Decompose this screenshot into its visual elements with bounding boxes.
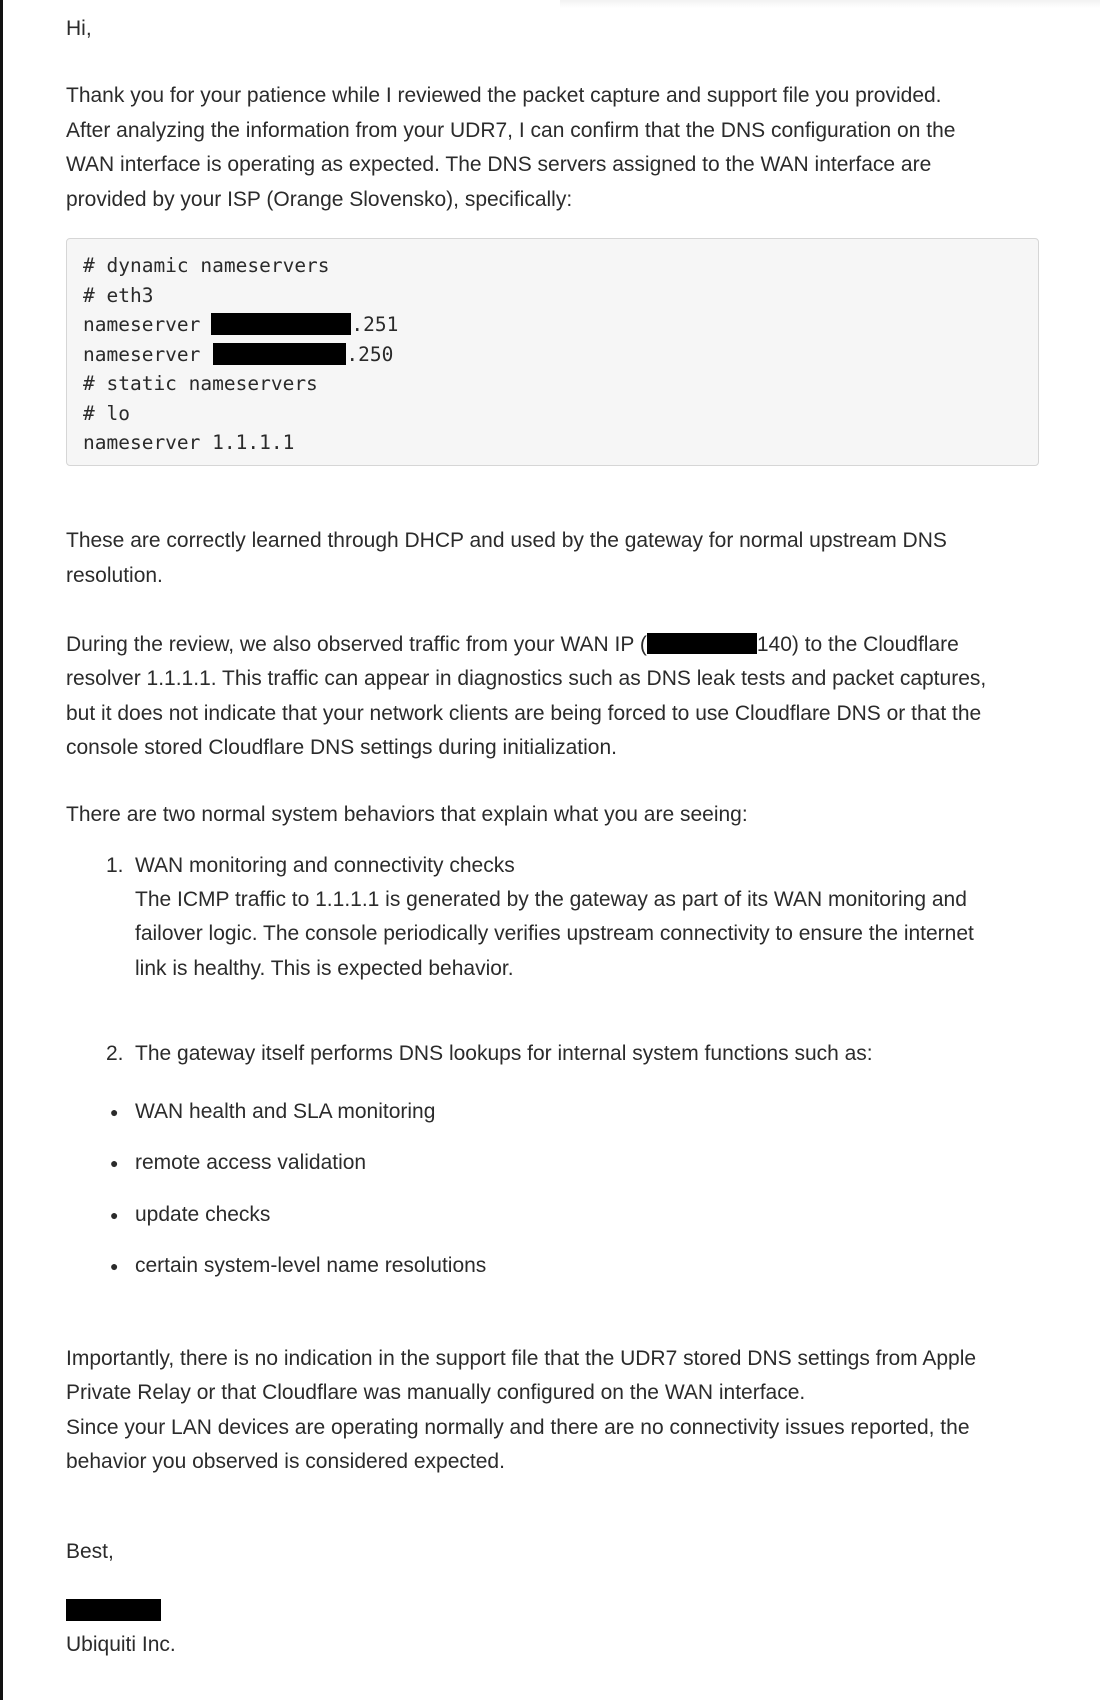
header-shadow [560,0,1100,8]
list-item-line: link is healthy. This is expected behavior. [135,957,514,980]
code-text: nameserver [83,313,201,336]
closing-line: Private Relay or that Cloudflare was manually configured on the WAN interface. [66,1381,806,1404]
closing-line: Since your LAN devices are operating normally and there are no connectivity issues reported, the [66,1416,970,1439]
intro-line: provided by your ISP (Orange Slovensko), specifically: [66,188,573,211]
review-line: but it does not indicate that your network clients are being forced to use Cloudflare DNS or that the [66,702,982,725]
bullet-text: remote access validation [135,1151,367,1174]
redaction-bar [211,313,351,335]
code-line: nameserver 1.1.1.1 [83,431,295,454]
redaction-bar [647,633,757,654]
review-text: 140) to the Cloudflare [756,633,959,656]
bullet-dot: ● [110,1258,119,1274]
signoff: Best, [66,1540,114,1563]
company-name: Ubiquiti Inc. [66,1633,176,1656]
dhcp-line: These are correctly learned through DHCP and used by the gateway for normal upstream DNS [66,529,947,552]
code-line: # lo [83,401,130,425]
code-line: # eth3 [83,283,154,307]
list-item-title: The gateway itself performs DNS lookups for internal system functions such as: [135,1042,873,1065]
dhcp-line: resolution. [66,564,163,587]
code-text: .251 [351,313,399,336]
list-number: 2. [106,1042,124,1065]
bullet-text: certain system-level name resolutions [135,1254,487,1277]
bullet-dot: ● [110,1104,119,1120]
greeting: Hi, [66,17,92,40]
signature-redaction [66,1599,161,1621]
intro-line: Thank you for your patience while I reviewed the packet capture and support file you provided. [66,84,942,107]
code-text: .250 [346,342,394,366]
window-edge [0,0,3,1700]
list-item-line: The ICMP traffic to 1.1.1.1 is generated by the gateway as part of its WAN monitoring and [135,888,967,911]
redaction-bar [213,343,346,365]
intro-line: After analyzing the information from your UDR7, I can confirm that the DNS configuration on the [66,119,956,142]
list-item-line: failover logic. The console periodically verifies upstream connectivity to ensure the internet [135,922,974,945]
intro-line: WAN interface is operating as expected. The DNS servers assigned to the WAN interface are [66,153,932,176]
behaviors-intro: There are two normal system behaviors that explain what you are seeing: [66,803,748,826]
review-line: console stored Cloudflare DNS settings during initialization. [66,736,617,759]
list-item-title: WAN monitoring and connectivity checks [135,854,515,877]
code-line: # static nameservers [83,372,318,395]
code-line-redacted [83,340,1022,370]
review-line [66,628,1031,663]
bullet-dot: ● [110,1155,119,1171]
bullet-dot: ● [110,1207,119,1223]
code-line-redacted [83,310,1022,340]
code-line: # dynamic nameservers [83,254,330,277]
bullet-text: update checks [135,1203,271,1226]
review-line: resolver 1.1.1.1. This traffic can appear in diagnostics such as DNS leak tests and packet captures, [66,667,987,690]
review-text: During the review, we also observed traffic from your WAN IP ( [66,633,647,656]
closing-line: Importantly, there is no indication in the support file that the UDR7 stored DNS settings from Apple [66,1347,977,1370]
list-number: 1. [106,854,124,877]
nameserver-code-block [66,238,1039,466]
closing-line: behavior you observed is considered expected. [66,1450,505,1473]
bullet-text: WAN health and SLA monitoring [135,1100,436,1123]
code-text: nameserver [83,342,201,366]
